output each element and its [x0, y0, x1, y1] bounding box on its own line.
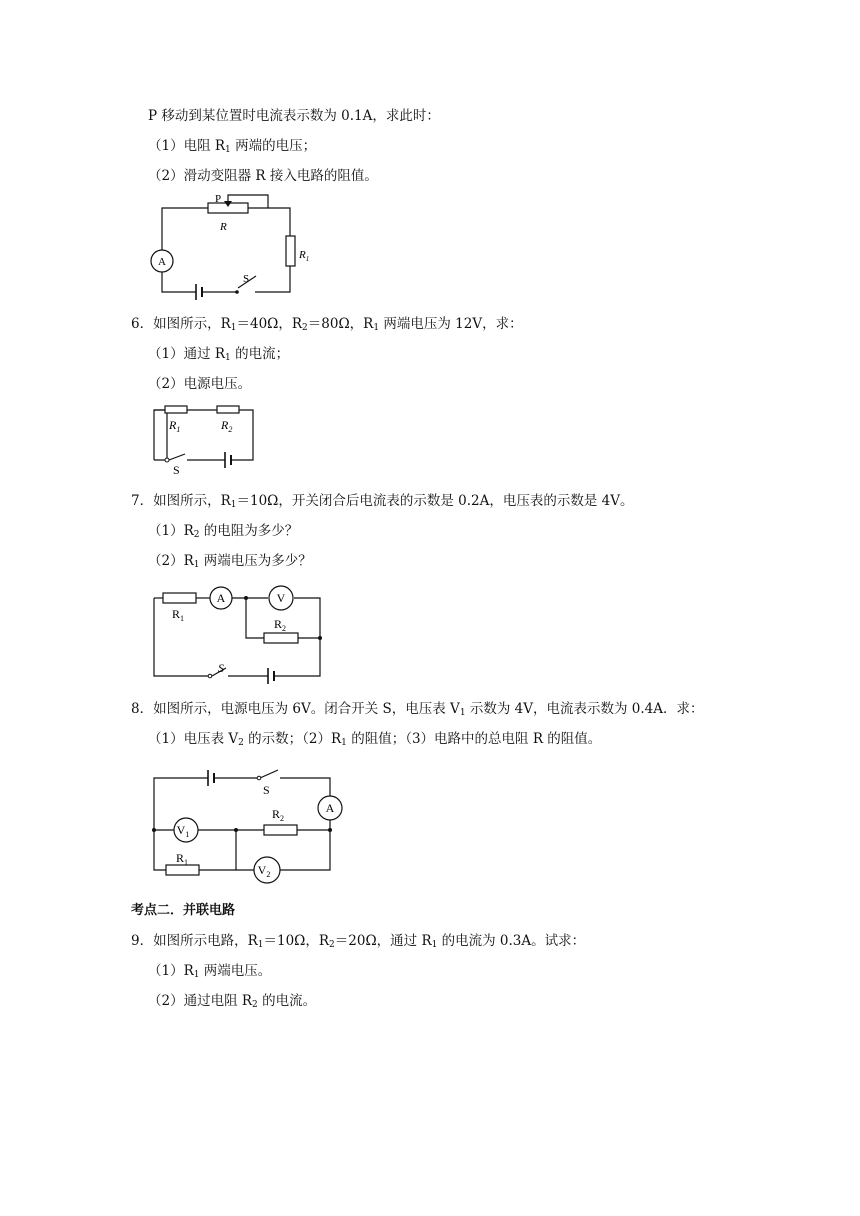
q8-label-r1: $R_1$	[176, 851, 189, 867]
q5-ammeter-label: A	[158, 256, 166, 268]
q7-circuit-diagram	[148, 580, 328, 682]
q8-stem: 8．如图所示，电源电压为 6V。闭合开关 S，电压表 $V_1$ 示数为 4V，电流表示数为 0.4A．求：	[131, 701, 704, 718]
q6-label-s: S	[173, 463, 180, 477]
q7-sub1: $(1)R_2$ 的电阻为多少？	[148, 523, 299, 540]
q8-voltmeter2-label: $V_2$	[257, 863, 271, 879]
q5-intro: P 移动到某位置时电流表示数为 0.1A，求此时：	[148, 108, 440, 124]
q7-label-s: S	[218, 661, 224, 675]
q9-sub1: $(1)R_1$ 两端电压。	[148, 963, 272, 980]
q8-label-r2: $R_2$	[272, 807, 285, 823]
q8-circuit-diagram	[148, 760, 353, 890]
q6-sub1: （1）通过 $R_1$ 的电流；	[148, 346, 290, 363]
q7-voltmeter-label: V	[276, 591, 286, 605]
q6-sub2: （2）电源电压。	[148, 376, 252, 392]
q5-label-r1: $R_1$	[299, 249, 310, 263]
q7-label-r1: $R_1$	[172, 607, 185, 623]
q5-circuit-diagram	[140, 190, 310, 302]
q7-sub2: $(2)R_1$ 两端电压为多少？	[148, 553, 312, 570]
q7-stem: 7．如图所示，$R_1=10\Omega$，开关闭合后电流表的示数是 0.2A，电压表的示数是 4V。	[131, 493, 634, 510]
q8-ammeter-label: A	[325, 801, 335, 815]
q9-sub2: （2）通过电阻 $R_2$ 的电流。	[148, 993, 317, 1010]
q6-stem: 6．如图所示，$R_1=40\Omega$，$R_2=80\Omega$，$R_1$ 两端电压为 12V，求：	[131, 316, 523, 333]
q7-label-r2: $R_2$	[274, 617, 287, 633]
q8-voltmeter1-label: $V_1$	[176, 823, 190, 839]
q5-label-p: P	[215, 193, 222, 205]
q9-stem: 9．如图所示电路，$R_1=10\Omega$，$R_2=20\Omega$，通过 $R_1$ 的电流为 0.3A。试求：	[131, 933, 586, 950]
q7-ammeter-label: A	[216, 591, 226, 605]
q5-label-r: R	[220, 221, 227, 233]
q5-sub1: （1）电阻 $R_1$ 两端的电压；	[148, 138, 317, 155]
q8-sub: （1）电压表 $V_2$ 的示数；$(2)R_1$ 的阻值；（3）电路中的总电阻 R 的阻值。	[148, 731, 602, 748]
section-heading: 考点二．并联电路	[131, 903, 236, 918]
q6-label-r1: $R_1$	[169, 418, 181, 434]
q8-label-s: S	[263, 783, 270, 797]
q6-circuit-diagram	[145, 398, 270, 478]
q6-label-r2: $R_2$	[221, 418, 233, 434]
q5-label-s: S	[243, 273, 250, 285]
q5-sub2: （2）滑动变阻器 R 接入电路的阻值。	[148, 168, 378, 184]
